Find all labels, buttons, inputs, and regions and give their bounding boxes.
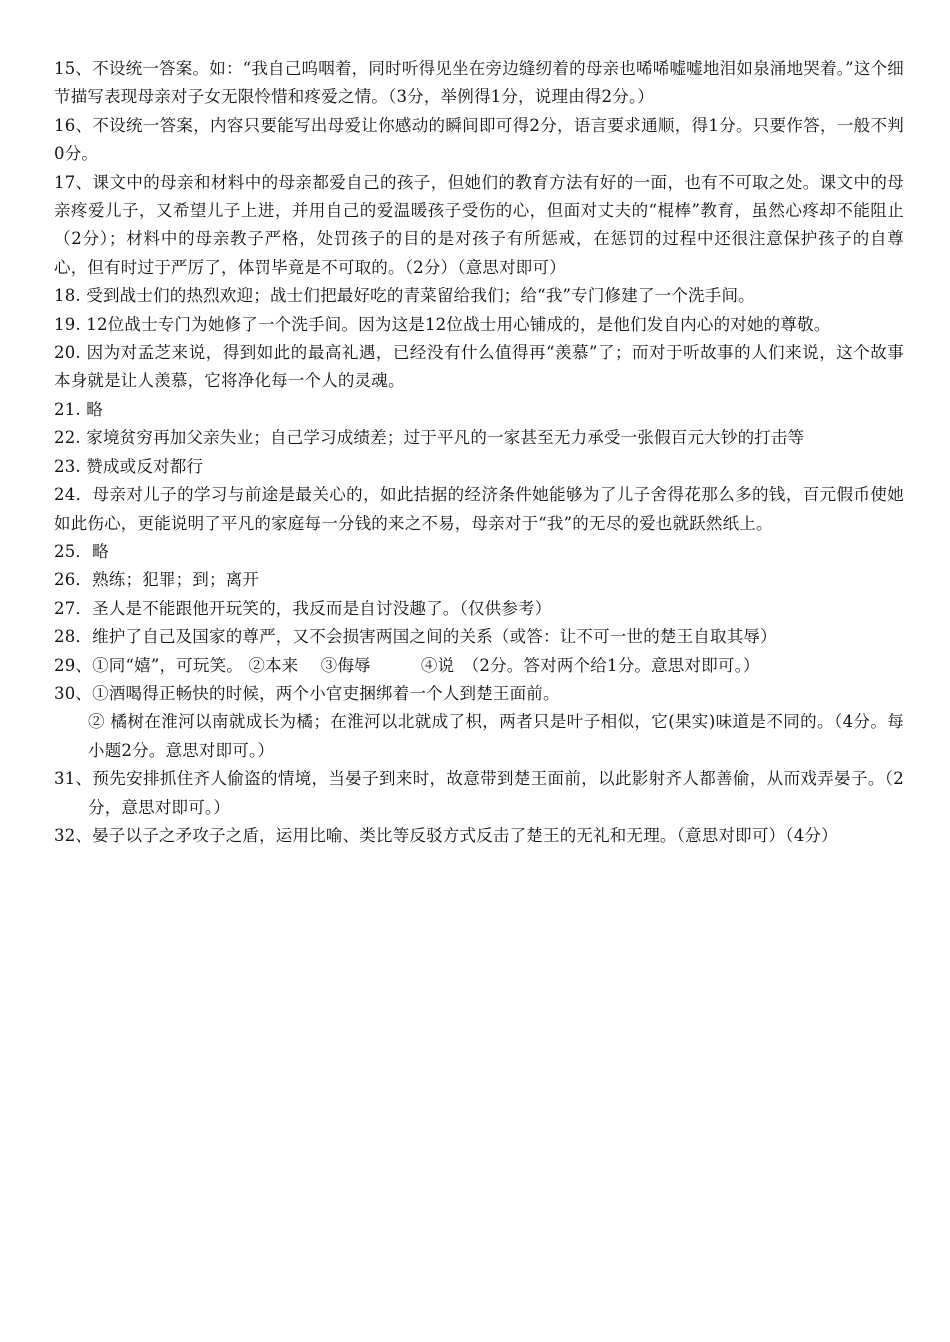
answer-28: 28．维护了自己及国家的尊严，又不会损害两国之间的关系（或答：让不可一世的楚王自取其辱）	[54, 627, 777, 647]
answer-17: 17、课文中的母亲和材料中的母亲都爱自己的孩子，但她们的教育方法有好的一面，也有不可取之处。课文中的母亲疼爱儿子，又希望儿子上进，并用自己的爱温暖孩子受伤的心，但面对丈夫的“棍棒”教育，虽然心疼却不能阻止（2分）；材料中的母亲教子严格，处罚孩子的目的是对孩子有所惩戒，在惩罚的过程中还很注意保护孩子的自尊心，但有时过于严厉了，体罚毕竟是不可取的。（2分）（意思对即可）	[54, 172, 904, 277]
answer-22: 22. 家境贫穷再加父亲失业；自己学习成绩差；过于平凡的一家甚至无力承受一张假百元大钞的打击等	[54, 428, 805, 448]
answer-18: 18. 受到战士们的热烈欢迎；战士们把最好吃的青菜留给我们；给“我”专门修建了一个洗手间。	[54, 286, 755, 306]
answer-21: 21. 略	[54, 399, 103, 419]
answer-30-part-2: ② 橘树在淮河以南就成长为橘；在淮河以北就成了枳，两者只是叶子相似，它(果实)味道是不同的。（4分。每小题2分。意思对即可。）	[88, 712, 904, 760]
answer-29: 29、①同“嬉”，可玩笑。 ②本来 ③侮辱 ④说 （2分。答对两个给1分。意思对即可。）	[54, 655, 760, 675]
answer-19: 19. 12位战士专门为她修了一个洗手间。因为这是12位战士用心铺成的，是他们发自内心的对她的尊敬。	[54, 314, 831, 334]
answer-32: 32、晏子以子之矛攻子之盾，运用比喻、类比等反驳方式反击了楚王的无礼和无理。（意思对即可）（4分）	[54, 825, 838, 845]
answer-16: 16、不设统一答案，内容只要能写出母爱让你感动的瞬间即可得2分，语言要求通顺，得1分。只要作答，一般不判0分。	[54, 115, 904, 164]
answer-20: 20. 因为对孟芝来说，得到如此的最高礼遇，已经没有什么值得再“羡慕”了；而对于听故事的人们来说，这个故事本身就是让人羡慕，它将净化每一个人的灵魂。	[54, 343, 904, 391]
answer-23: 23. 赞成或反对都行	[54, 456, 204, 476]
answer-27: 27．圣人是不能跟他开玩笑的，我反而是自讨没趣了。（仅供参考）	[54, 598, 552, 618]
answer-25: 25．略	[54, 541, 109, 561]
answer-24: 24．母亲对儿子的学习与前途是最关心的，如此拮据的经济条件她能够为了儿子舍得花那么多的钱，百元假币使她如此伤心，更能说明了平凡的家庭每一分钱的来之不易，母亲对于“我”的无尽的爱也就跃然纸上。	[54, 485, 904, 533]
answer-30-part-1: 30、①酒喝得正畅快的时候，两个小官吏捆绑着一个人到楚王面前。	[54, 683, 560, 703]
answer-15: 15、不设统一答案。如：“我自己呜咽着，同时听得见坐在旁边缝纫着的母亲也唏唏嘘嘘地泪如泉涌地哭着。”这个细节描写表现母亲对子女无限怜惜和疼爱之情。（3分，举例得1分，说理由得2分。）	[54, 59, 904, 107]
answer-31: 31、预先安排抓住齐人偷盗的情境，当晏子到来时，故意带到楚王面前，以此影射齐人都善偷，从而戏弄晏子。（2分，意思对即可。）	[54, 769, 904, 817]
answer-key-page	[54, 55, 904, 850]
answer-26: 26．熟练；犯罪；到；离开	[54, 570, 260, 590]
